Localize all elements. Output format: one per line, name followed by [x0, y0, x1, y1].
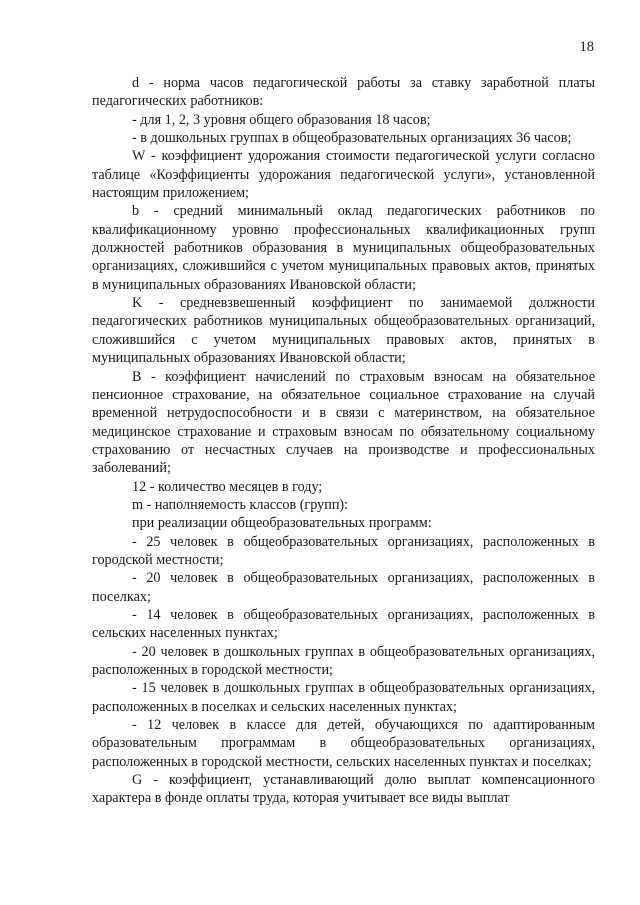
- page-number: 18: [579, 39, 594, 55]
- paragraph-k-definition: K - средневзвешенный коэффициент по занимаемой должности педагогических работников муниципальных общеобразовательных организаций, сложившийся с учетом муниципальных правовых актов, принятых в муниципальных образованиях Ивановской области;: [92, 295, 595, 367]
- paragraph-months: 12 - количество месяцев в году;: [132, 478, 323, 495]
- paragraph-b-insurance-definition: B - коэффициент начислений по страховым взносам на обязательное пенсионное страхование, на обязательное социальное страхование на случай временной нетрудоспособности и в связи с материнством, на обязательное медицинское страхование и страховым взносам по обязательному социальному страхованию от несчастных случаев на производстве и профессиональных заболеваний;: [92, 368, 595, 477]
- paragraph-m-settlements: - 20 человек в общеобразовательных организациях, расположенных в поселках;: [92, 570, 595, 605]
- paragraph-g-definition: G - коэффициент, устанавливающий долю выплат компенсационного характера в фонде оплаты труда, которая учитывает все виды выплат: [92, 772, 595, 807]
- paragraph-programs-intro: при реализации общеобразовательных программ:: [132, 515, 432, 532]
- document-body: [92, 74, 595, 808]
- paragraph-b-salary-definition: b - средний минимальный оклад педагогических работников по квалификационному уровню профессиональных квалификационных групп должностей работников образования в муниципальных общеобразовательных организациях, сложившийся с учетом муниципальных правовых актов, принятых в муниципальных образованиях Ивановской области;: [92, 203, 595, 293]
- paragraph-w-definition: W - коэффициент удорожания стоимости педагогической услуги согласно таблице «Коэффициенты удорожания педагогической услуги», установленной настоящим приложением;: [92, 148, 595, 202]
- paragraph-m-rural: - 14 человек в общеобразовательных организациях, расположенных в сельских населенных пунктах;: [92, 606, 595, 642]
- paragraph-m-adapted: - 12 человек в классе для детей, обучающихся по адаптированным образовательным программам в общеобразовательных организациях, расположенных в городской местности, сельских населенных пунктах и поселках;: [92, 717, 595, 770]
- paragraph-m-definition: m - наполняемость классов (групп):: [132, 496, 349, 513]
- paragraph-d-levels-hours: - для 1, 2, 3 уровня общего образования 18 часов;: [132, 111, 431, 128]
- paragraph-m-preschool-urban: - 20 человек в дошкольных группах в общеобразовательных организациях, расположенных в городской местности;: [92, 643, 595, 678]
- paragraph-d-definition: d - норма часов педагогической работы за ставку заработной платы педагогических работников:: [92, 75, 595, 110]
- paragraph-d-preschool-hours: - в дошкольных группах в общеобразовательных организациях 36 часов;: [132, 130, 572, 147]
- paragraph-m-preschool-rural: - 15 человек в дошкольных группах в общеобразовательных организациях, расположенных в поселках и сельских населенных пунктах;: [92, 680, 595, 715]
- paragraph-m-urban: - 25 человек в общеобразовательных организациях, расположенных в городской местности;: [92, 533, 595, 568]
